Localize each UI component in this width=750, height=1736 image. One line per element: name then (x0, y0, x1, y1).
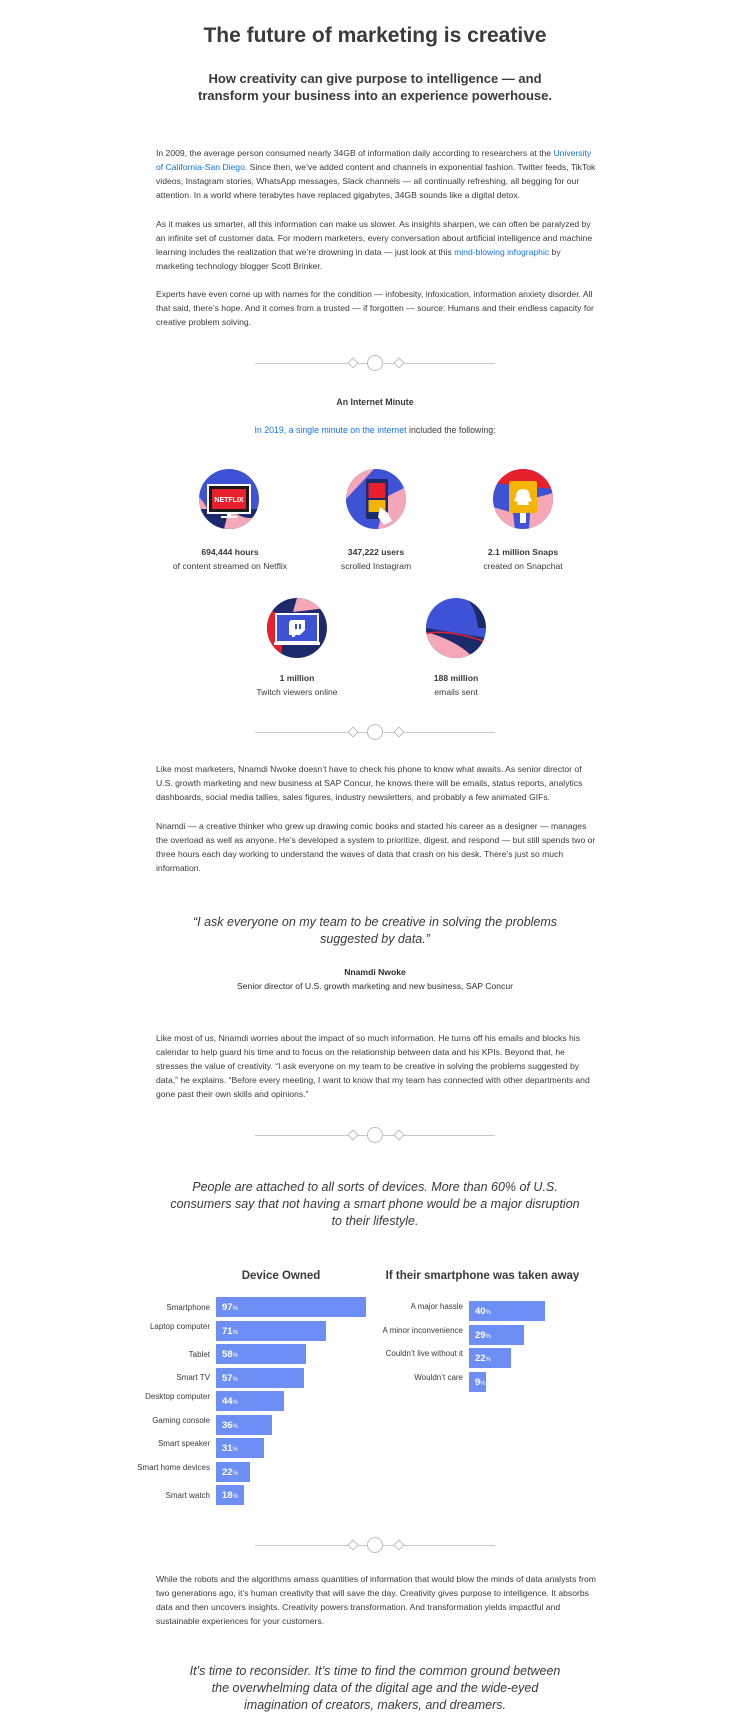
bar-value-label: 58% (222, 1349, 238, 1360)
internet-minute-link[interactable]: In 2019, a single minute on the internet (254, 425, 407, 435)
bar-value-label: 44% (222, 1396, 238, 1407)
bar-value-label: 18% (222, 1490, 238, 1501)
stat-twitch: 1 million Twitch viewers online (256, 673, 338, 697)
internet-minute-title: An Internet Minute (336, 397, 414, 407)
internet-minute-intro: In 2019, a single minute on the internet included the following: (254, 425, 496, 435)
bar (216, 1438, 264, 1458)
bar-value-label: 31% (222, 1443, 238, 1454)
stat-instagram: 347,222 users scrolled Instagram (340, 547, 412, 571)
ucsd-link[interactable]: University of California-San Diego (156, 148, 592, 172)
chart-title-smartphone: If their smartphone was taken away (385, 1270, 580, 1282)
bar (216, 1368, 304, 1388)
snapchat-icon (493, 469, 553, 529)
bar (216, 1297, 366, 1317)
bar-label: A minor inconvenience (382, 1325, 463, 1335)
svg-text:NETFLIX: NETFLIX (214, 497, 244, 504)
infographic-link[interactable]: mind-blowing infographic (454, 247, 550, 257)
intro-paragraph-3: Experts have even come up with names for the condition — infobesity, infoxication, information anxiety disorder. All that said, there’s hope. And it comes from a trusted — if forgotten — source: Humans and their endless capacity for creative problem solving. (156, 289, 594, 327)
bar-value-label: 29% (475, 1329, 491, 1341)
bar-label: Smart watch (165, 1490, 210, 1500)
netflix-icon (199, 469, 259, 529)
bar-label: A major hassle (410, 1302, 463, 1311)
bar (216, 1462, 250, 1482)
bar-label: Laptop computer (149, 1321, 210, 1331)
page-subtitle: How creativity can give purpose to intelligence — and transform your business into an experience powerhouse. (198, 71, 552, 103)
bar-value-label: 22% (222, 1466, 238, 1478)
stat-email: 188 million emails sent (433, 673, 479, 697)
bar-label: Smartphone (166, 1302, 210, 1312)
bar-label: Wouldn’t care (414, 1372, 463, 1382)
nnamdi-paragraph-2: Nnamdi — a creative thinker who grew up drawing comic books and started his career as a designer — manages the overload as well as anyone. He’s developed a system to prioritize, digest, and respond — but still spends two or three hours each day working to understand the waves of data that crash on his desk. There’s just so much information. (156, 821, 596, 873)
instagram-phone-icon (346, 469, 406, 529)
bar (469, 1372, 486, 1392)
bar-label: Smart home devices (137, 1462, 210, 1472)
bar-value-label: 57% (222, 1372, 238, 1384)
bar (216, 1321, 326, 1341)
bar-label: Couldn’t live without it (385, 1349, 463, 1358)
bar (216, 1415, 272, 1435)
devices-quote: People are attached to all sorts of devices. More than 60% of U.S. consumers say that not having a smart phone would be a major disruption to their lifestyle. (170, 1180, 580, 1228)
page-title: The future of marketing is creative (203, 24, 547, 47)
stat-netflix: 694,444 hours of content streamed on Netflix (172, 547, 288, 571)
bar-label: Tablet (188, 1349, 210, 1359)
bar-value-label: 97% (222, 1302, 238, 1313)
section-divider (255, 355, 495, 371)
bar-value-label: 71% (222, 1325, 238, 1337)
chart-title-devices: Device Owned (241, 1270, 321, 1282)
bar (216, 1485, 244, 1505)
bar (469, 1348, 511, 1368)
bar-value-label: 22% (475, 1353, 491, 1364)
bar-label: Smart TV (176, 1373, 210, 1382)
bar (216, 1391, 284, 1411)
email-icon (426, 598, 486, 658)
nnamdi-paragraph-1: Like most marketers, Nnamdi Nwoke doesn’t have to check his phone to know what awaits. As senior director of U.S. growth marketing and new business at SAP Concur, he knows there will be emails, status reports, analytics dashboards, social media tallies, sales figures, industry newsletters, and probably a few animated GIFs. (156, 764, 583, 802)
bar-value-label: 36% (222, 1419, 238, 1431)
intro-paragraph-1: In 2009, the average person consumed nearly 34GB of information daily according to researchers at the University of California-San Diego. Since then, we’ve added content and channels in exponential fashion. Twitter feeds, TikTok videos, Instagram stories, WhatsApp messages, Slack channels — all continually refreshing, all begging for our attention. In a world where terabytes have replaced gigabytes, 34GB sounds like a digital detox. (156, 148, 596, 200)
bar-value-label: 9% (475, 1376, 486, 1388)
section-divider (255, 1127, 495, 1143)
quote-author-role: Senior director of U.S. growth marketing and new business, SAP Concur (237, 981, 513, 991)
section-divider (255, 724, 495, 740)
closing-paragraph: While the robots and the algorithms amass quantities of information that would blow the minds of data analysts from two generations ago, it’s human creativity that will save the day. Creativity gives purpose to intelligence. It absorbs data and then uncovers insights. Creativity powers transformation. And transformation yields impactful and sustainable experiences for your customers. (156, 1574, 596, 1626)
section-divider (255, 1537, 495, 1553)
twitch-icon (267, 598, 327, 658)
closing-quote: It’s time to reconsider. It’s time to find the common ground between the overwhelming data of the digital age and the wide-eyed imagination of creators, makers, and dreamers. (189, 1664, 561, 1712)
bar-label: Desktop computer (145, 1392, 210, 1401)
bar-label: Gaming console (152, 1415, 210, 1425)
bar-label: Smart speaker (157, 1439, 210, 1448)
bar-value-label: 40% (475, 1306, 491, 1317)
stat-snapchat: 2.1 million Snaps created on Snapchat (483, 547, 563, 571)
bar (469, 1301, 545, 1321)
bar (216, 1344, 306, 1364)
intro-paragraph-2: As it makes us smarter, all this information can make us slower. As insights sharpen, we can often be paralyzed by an infinite set of customer data. For modern marketers, every conversation about artificial intelligence and machine learning includes the realization that we’re drowning in data — just look at this mind-blowing infographic by marketing technology blogger Scott Brinker. (156, 219, 593, 271)
quote-author-name: Nnamdi Nwoke (344, 967, 406, 977)
nnamdi-quote: “I ask everyone on my team to be creative in solving the problems suggested by data.” (192, 915, 558, 946)
bar (469, 1325, 524, 1345)
nnamdi-paragraph-3: Like most of us, Nnamdi worries about the impact of so much information. He turns off his emails and blocks his calendar to help guard his time and to focus on the relationship between data and his KPIs. Beyond that, he stresses the value of creativity. “I ask everyone on my team to be creative in solving the problems suggested by data,” he explains. “Before every meeting, I want to know that my team has connected with other departments and gone past their own skills and opinions.” (156, 1033, 590, 1099)
